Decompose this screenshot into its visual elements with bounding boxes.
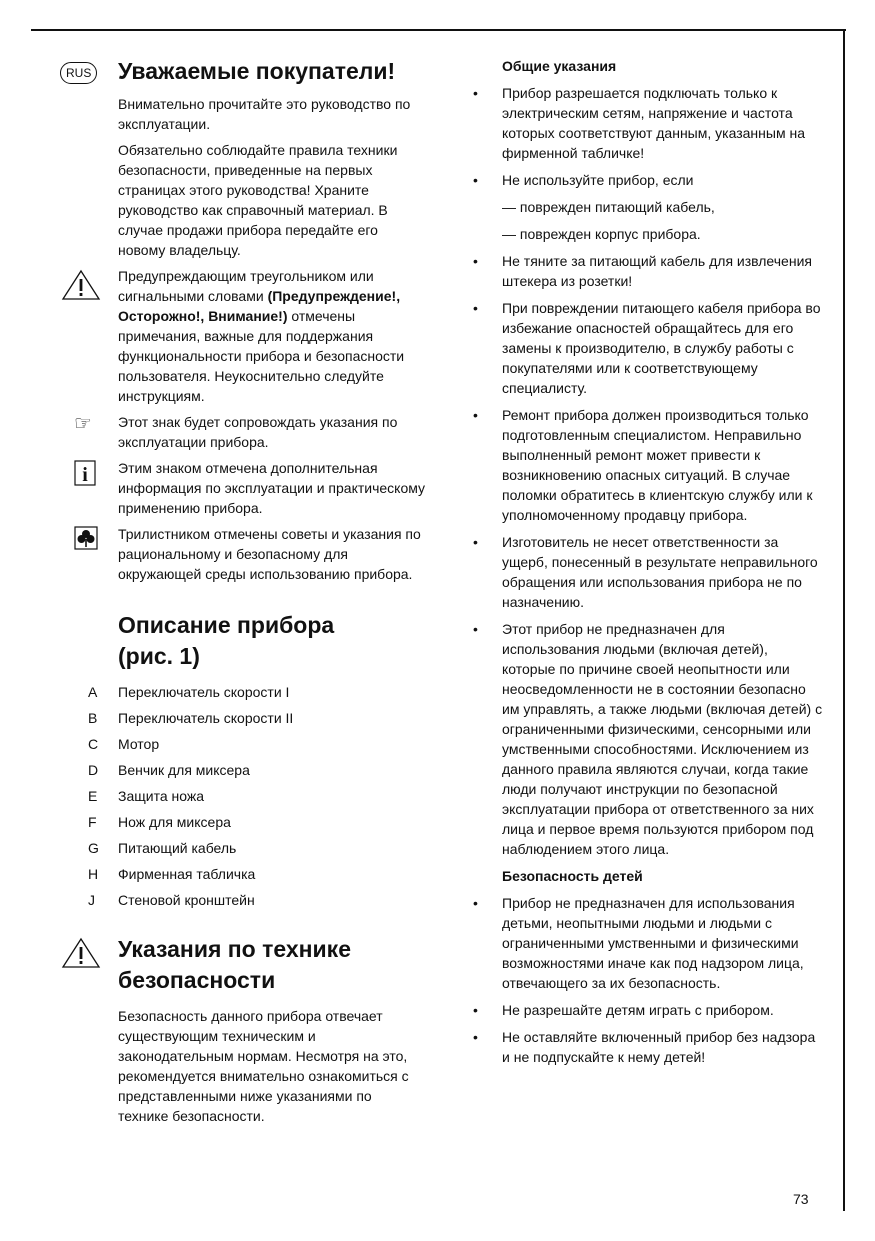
warning-triangle-icon [60,268,102,307]
list-item: • Не разрешайте детям играть с прибором. [473,1002,774,1018]
list-item: D Венчик для миксера [88,762,250,778]
clover-note-text: Трилистником отмечены советы и указания по рациональному и безопасному для окружающей среды использованию прибора. [118,526,421,582]
list-item: • Изготовитель не несет ответственности за ущерб, понесенный в результате неправильного обращения или использования прибора не по назначению. [473,534,818,610]
svg-text:i: i [82,464,88,486]
clover-icon [74,526,98,555]
safety-title-line-2: безопасности [118,967,276,993]
list-item: G Питающий кабель [88,840,237,856]
list-item: F Нож для миксера [88,814,231,830]
info-icon [74,460,96,491]
general-instructions-title: Общие указания [502,58,617,74]
clover-symbol-note [60,524,425,584]
left-column [60,56,425,1126]
description-title-line-1: Описание прибора [118,612,335,638]
info-symbol-note [60,458,425,518]
right-column [468,56,823,1074]
safety-title-line-1: Указания по технике [118,936,351,962]
pointing-hand-icon: ☞ [74,413,92,435]
description-title-line-2: (рис. 1) [118,643,200,669]
list-item: • Не тяните за питающий кабель для извлечения штекера из розетки! [473,253,812,289]
list-item: • Не оставляйте включенный прибор без надзора и не подпускайте к нему детей! [473,1029,816,1065]
safety-heading [60,934,425,996]
info-note-text: Этим знаком отмечена дополнительная информация по эксплуатации и практическому применению прибора. [118,460,426,516]
list-item: B Переключатель скорости II [88,710,294,726]
page-frame-right [843,29,845,1211]
list-item: • Этот прибор не предназначен для использования людьми (включая детей), которые по причине своей неопытности или неосведомленности не в состоянии безопасно им управлять, а также людьми (включая детей) с ограниченными физическими, сенсорными или умственными способностями. Исключением из данного правила являются случаи, когда такие люди получают инструкции по безопасной эксплуатации прибора от ответственного за них лица и первое время пользуются прибором под наблюдением этого лица. [473,621,823,857]
warning-note-signal-words: (Предупреждение!, Осторожно!, Внимание!) [118,288,401,324]
greeting-paragraph-1: Внимательно прочитайте это руководство по эксплуатации. [118,96,411,132]
list-item: E Защита ножа [88,788,205,804]
warning-note-text: Предупреждающим треугольником или сигнальными словами (Предупреждение!, Осторожно!, Внимание!) отмечены примечания, важные для поддержания функциональности прибора и безопасности пользователя. Неукоснительно следуйте инструкциям. [118,268,405,404]
warning-symbol-note [60,266,425,406]
safety-intro: Безопасность данного прибора отвечает существующим техническим и законодательным нормам. Несмотря на это, рекомендуется внимательно ознакомиться с представленными ниже указаниями по технике безопасности. [118,1008,409,1124]
list-item: J Стеновой кронштейн [88,892,255,908]
language-badge: RUS [60,62,97,84]
description-heading [60,610,425,672]
safety-warning-triangle-icon [60,936,102,975]
greeting-paragraph-2: Обязательно соблюдайте правила техники безопасности, приведенные на первых страницах этого руководства! Храните руководство как справочный материал. В случае продажи прибора передайте его новому владельцу. [118,142,398,258]
hand-note-text: Этот знак будет сопровождать указания по эксплуатации прибора. [118,414,398,450]
list-item: • Не используйте прибор, если [473,172,694,188]
list-item: • Прибор не предназначен для использования детьми, неопытными людьми и людьми с ограниченными умственными и физическими возможностями иначе как под надзором лица, отвечающего за их безопасность. [473,895,804,991]
list-item: C Мотор [88,736,160,752]
hand-symbol-note [60,412,425,452]
page-number: 73 [793,1191,809,1207]
greeting-heading [60,56,425,86]
child-safety-title: Безопасность детей [502,868,643,884]
list-item: • Прибор разрешается подключать только к электрическим сетям, напряжение и частота которых соответствуют данным, указанным на фирменной табличке! [473,85,805,161]
list-item: H Фирменная табличка [88,866,256,882]
page-frame-top [31,29,846,31]
list-item: • Ремонт прибора должен производиться только подготовленным специалистом. Неправильно выполненный ремонт может привести к возникновению опасных ситуаций. В случае поломки обратитесь в клиентскую службу или к уполномоченному продавцу прибора. [473,407,813,523]
list-item: A Переключатель скорости I [88,684,290,700]
parts-list [60,682,425,910]
list-sub-item: — поврежден питающий кабель, [502,199,715,215]
greeting-title: Уважаемые покупатели! [118,58,396,84]
list-item: • При повреждении питающего кабеля прибора во избежание опасностей обращайтесь для его замены к производителю, в службу работы с покупателями или к соответствующему специалисту. [473,300,821,396]
list-sub-item: — поврежден корпус прибора. [502,226,701,242]
